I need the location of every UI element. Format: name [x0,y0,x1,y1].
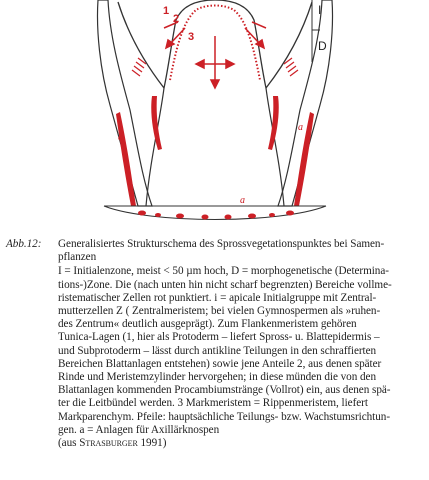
caption-label: Abb.12: [6,238,42,250]
label-a-bottom: a [240,195,245,206]
zone-label-D: D [318,39,327,53]
right-leaf-outline [278,0,333,206]
caption-line: Tunica-Lagen (1, hier als Protoderm – liefert Spross- u. Blattepidermis – [58,331,380,344]
left-leaf-outline [98,0,153,206]
stem-outline [146,88,284,206]
zone-label-I: I [318,3,322,17]
caption-line: des Zentrum« deutlich ausgeprägt). Zum Flankenmeristem gehören [58,318,357,331]
base-strand-dots [138,211,294,220]
caption-line: Blattanlagen kommenden Procambiumstränge (Vollrot) ein, aus denen spä- [58,384,391,397]
caption-line: Bereichen Blattanlagen entstehen) sowie jene Anteile 2, aus denen später [58,357,382,370]
caption-line: gen. a = Anlagen für Axillärknospen [58,423,220,436]
label-2: 2 [173,13,180,25]
caption-line: tions-)Zone. Die (nach unten hin nicht scharf begrenzten) Bereiche vollme- [58,278,392,291]
label-1: 1 [163,5,170,17]
caption-line: Rinde und Meristemzylinder hervorgehen; in diese münden die von den [58,371,377,384]
caption-source: (aus Strasburger 1991) [58,437,167,450]
shoot-apex-diagram [0,0,429,232]
label-a-right: a [298,122,303,133]
procambium-strands [116,96,314,206]
caption-line: ristematischer Zellen rot punktiert. i = apicale Initialgruppe mit Zentral- [58,291,377,304]
caption-line: mutterzellen Z ( Zentralmeristem; bei vielen Gymnospermen als »ruhen- [58,305,381,318]
caption-title: Generalisiertes Strukturschema des Sprossvegetationspunktes bei Samen- pflanzen [58,238,385,264]
label-3: 3 [188,31,195,43]
caption-line: I = Initialenzone, meist < 50 µm hoch, D = morphogenetische (Determina- [58,265,389,278]
label-a-left: a [118,132,123,143]
caption-body [58,265,426,450]
caption-line: Markparenchym. Pfeile: hauptsächliche Teilungs- bzw. Wachstumsrichtun- [58,410,391,423]
figure-caption [6,238,426,450]
growth-arrows [164,22,266,88]
caption-line: und Subprotoderm – lässt durch antikline Teilungen in den schraffierten [58,344,377,357]
caption-line: ter die Leitbündel werden. 3 Markmeristem = Rippenmeristem, liefert [58,397,368,410]
